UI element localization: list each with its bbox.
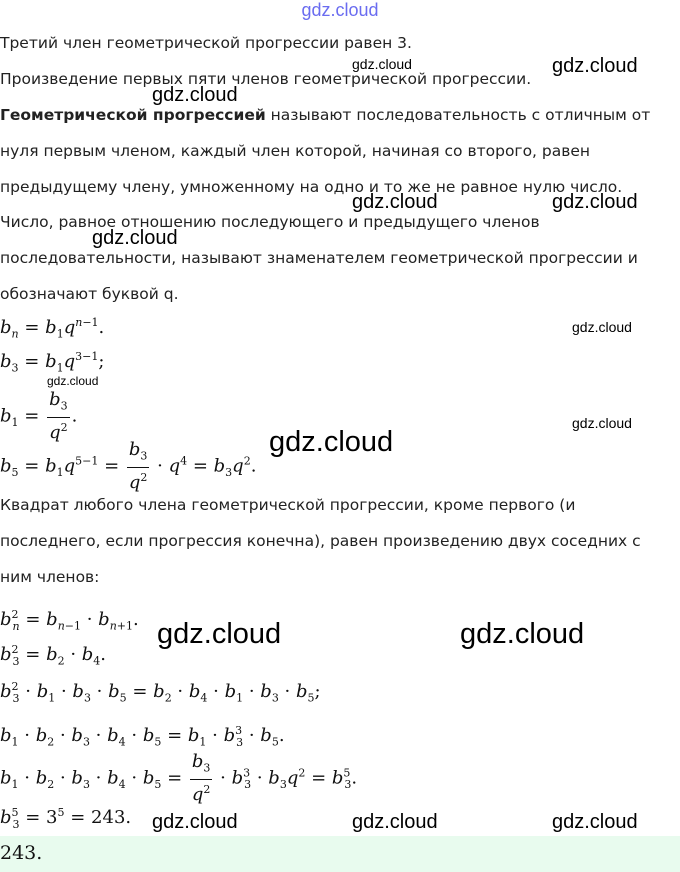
definition-text: называют последовательность с отличным от [265, 106, 651, 124]
watermark: gdz.cloud [152, 84, 238, 106]
definition-line-3: предыдущему члену, умноженному на одно и то же не равное нулю число. [0, 178, 623, 196]
formula-b3-squared: $b^2_3 = b_2 \cdot b_4$. [0, 643, 107, 668]
answer-value: 243. [0, 842, 43, 864]
watermark: gdz.cloud [47, 374, 99, 388]
definition-line-1 [0, 106, 676, 124]
watermark: gdz.cloud [92, 227, 178, 249]
formula-product-1: $b^2_3 \cdot b_1 \cdot b_3 \cdot b_5 = b_2 \cdot b_4 \cdot b_1 \cdot b_3 \cdot b_5$; [0, 680, 321, 705]
formula-b5: $b_5 = b_1q^{5-1}$ = $\frac{b_3}{q^2}$ · $q^4 = b_3q^2$. [0, 439, 257, 493]
watermark: gdz.cloud [552, 55, 638, 77]
definition-line-6: обозначают буквой q. [0, 285, 179, 303]
definition-line-5: последовательности, называют знаменателем геометрической прогрессии и [0, 249, 638, 267]
formula-result: $b^5_3 = 3^5 = 243$. [0, 806, 132, 831]
watermark: gdz.cloud [572, 415, 632, 431]
problem-line-2: Произведение первых пяти членов геометрической прогрессии. [0, 70, 532, 88]
watermark: gdz.cloud [269, 426, 394, 458]
watermark: gdz.cloud [572, 319, 632, 335]
formula-bn-squared: $b^2_n = b_{n-1} \cdot b_{n+1}$. [0, 608, 139, 633]
property-line-2: последнего, если прогрессия конечна), равен произведению двух соседних с [0, 532, 641, 550]
formula-b3: $b_3 = b_1q^{3-1}$; [0, 350, 105, 375]
problem-line-1: Третий член геометрической прогрессии равен 3. [0, 34, 412, 52]
header-watermark: gdz.cloud [301, 0, 379, 20]
watermark: gdz.cloud [157, 618, 282, 650]
watermark: gdz.cloud [460, 618, 585, 650]
watermark: gdz.cloud [352, 811, 438, 833]
watermark: gdz.cloud [152, 811, 238, 833]
watermark: gdz.cloud [352, 191, 438, 213]
watermark: gdz.cloud [552, 191, 638, 213]
formula-product-3: $b_1 \cdot b_2 \cdot b_3 \cdot b_4 \cdot b_5$ = $\frac{b_3}{q^2}$ · $b^3_3 \cdot b_3q^2 = b^5_3$. [0, 751, 358, 805]
watermark: gdz.cloud [552, 811, 638, 833]
formula-bn: $b_n = b_1q^{n-1}$. [0, 316, 105, 341]
formula-product-2: $b_1 \cdot b_2 \cdot b_3 \cdot b_4 \cdot b_5 = b_1 \cdot b^3_3 \cdot b_5$. [0, 724, 285, 749]
definition-line-2: нуля первым членом, каждый член которой, начиная со второго, равен [0, 142, 591, 160]
definition-term: Геометрической прогрессией [0, 106, 266, 124]
property-line-3: ним членов: [0, 568, 100, 586]
watermark: gdz.cloud [352, 56, 412, 72]
answer-bar [0, 836, 680, 872]
formula-b1: $b_1$ = $\frac{b_3}{q^2}$ . [0, 389, 78, 443]
definition-line-4: Число, равное отношению последующего и предыдущего членов [0, 213, 540, 231]
property-line-1: Квадрат любого члена геометрической прогрессии, кроме первого (и [0, 496, 576, 514]
